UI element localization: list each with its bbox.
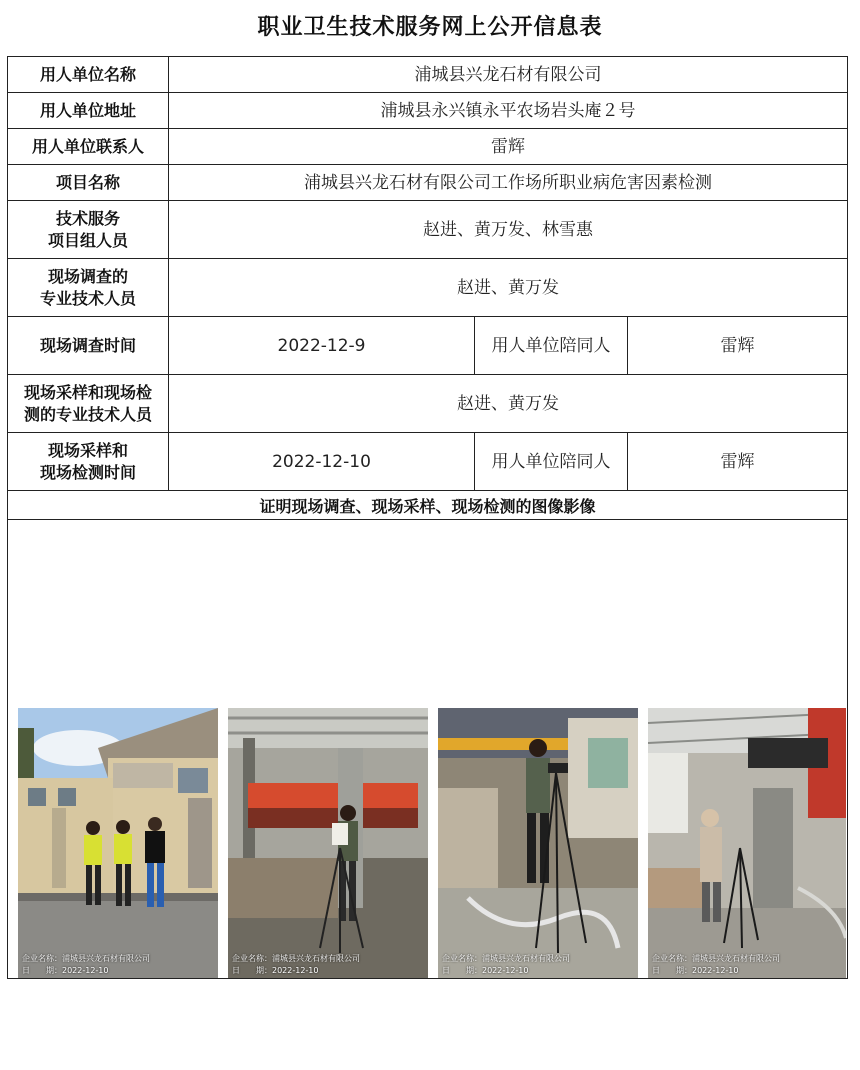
- row-team: [8, 201, 848, 259]
- photo-3-image: [438, 708, 638, 978]
- row-section-title: [8, 491, 848, 520]
- employer-name-label: 用人单位名称: [8, 57, 169, 93]
- row-survey-time: [8, 317, 848, 375]
- row-sampling-time: [8, 433, 848, 491]
- survey-companion-label: 用人单位陪同人: [475, 317, 628, 375]
- team-value: 赵进、黄万发、林雪惠: [169, 201, 848, 259]
- photo-cell: [8, 520, 848, 979]
- photo-4-watermark-date: 日 期：2022-12-10: [652, 966, 739, 975]
- photo-1-watermark-company: 企业名称：浦城县兴龙石材有限公司: [22, 954, 150, 963]
- sampling-staff-label-line2: 测的专业技术人员: [23, 404, 152, 424]
- photo-4-image: [648, 708, 846, 978]
- photo-2: [228, 708, 428, 978]
- sampling-time-label-line1: 现场采样和: [47, 440, 128, 460]
- survey-companion-value: 雷辉: [628, 317, 848, 375]
- employer-name-value: 浦城县兴龙石材有限公司: [169, 57, 848, 93]
- photo-1: [18, 708, 218, 978]
- row-survey-staff: [8, 259, 848, 317]
- team-label-line2: 项目组人员: [47, 230, 128, 250]
- survey-time-value: 2022-12-9: [169, 317, 475, 375]
- sampling-companion-label: 用人单位陪同人: [475, 433, 628, 491]
- photo-3-watermark-date: 日 期：2022-12-10: [442, 966, 529, 975]
- row-employer-address: [8, 93, 848, 129]
- row-contact: [8, 129, 848, 165]
- photo-4-watermark-company: 企业名称：浦城县兴龙石材有限公司: [652, 954, 780, 963]
- survey-time-label: 现场调查时间: [8, 317, 169, 375]
- row-project-name: [8, 165, 848, 201]
- project-name-label: 项目名称: [8, 165, 169, 201]
- sampling-time-label-line2: 现场检测时间: [39, 462, 136, 482]
- info-table: [7, 56, 848, 979]
- photo-3-watermark-company: 企业名称：浦城县兴龙石材有限公司: [442, 954, 570, 963]
- photo-2-image: [228, 708, 428, 978]
- row-photos: [8, 520, 848, 979]
- sampling-time-value: 2022-12-10: [169, 433, 475, 491]
- employer-address-value: 浦城县永兴镇永平农场岩头庵２号: [169, 93, 848, 129]
- photo-3: [438, 708, 638, 978]
- photo-1-watermark-date: 日 期：2022-12-10: [22, 966, 109, 975]
- survey-staff-value: 赵进、黄万发: [169, 259, 848, 317]
- photo-2-watermark-date: 日 期：2022-12-10: [232, 966, 319, 975]
- employer-address-label: 用人单位地址: [8, 93, 169, 129]
- survey-staff-label-line2: 专业技术人员: [39, 288, 136, 308]
- row-employer-name: [8, 57, 848, 93]
- contact-value: 雷辉: [169, 129, 848, 165]
- row-sampling-staff: [8, 375, 848, 433]
- sampling-companion-value: 雷辉: [628, 433, 848, 491]
- contact-label: 用人单位联系人: [8, 129, 169, 165]
- sampling-staff-label-line1: 现场采样和现场检: [23, 382, 152, 402]
- photo-4: [648, 708, 846, 978]
- team-label-line1: 技术服务: [55, 208, 120, 228]
- project-name-value: 浦城县兴龙石材有限公司工作场所职业病危害因素检测: [169, 165, 848, 201]
- section-title: 证明现场调查、现场采样、现场检测的图像影像: [8, 491, 848, 520]
- sampling-staff-label: [8, 375, 169, 433]
- team-label: [8, 201, 169, 259]
- sampling-time-label: [8, 433, 169, 491]
- survey-staff-label: [8, 259, 169, 317]
- photo-2-watermark-company: 企业名称：浦城县兴龙石材有限公司: [232, 954, 360, 963]
- photo-strip: [10, 708, 846, 978]
- sampling-staff-value: 赵进、黄万发: [169, 375, 848, 433]
- page-title: 职业卫生技术服务网上公开信息表: [257, 14, 603, 40]
- survey-staff-label-line1: 现场调查的: [47, 266, 128, 286]
- photo-1-image: [18, 708, 218, 978]
